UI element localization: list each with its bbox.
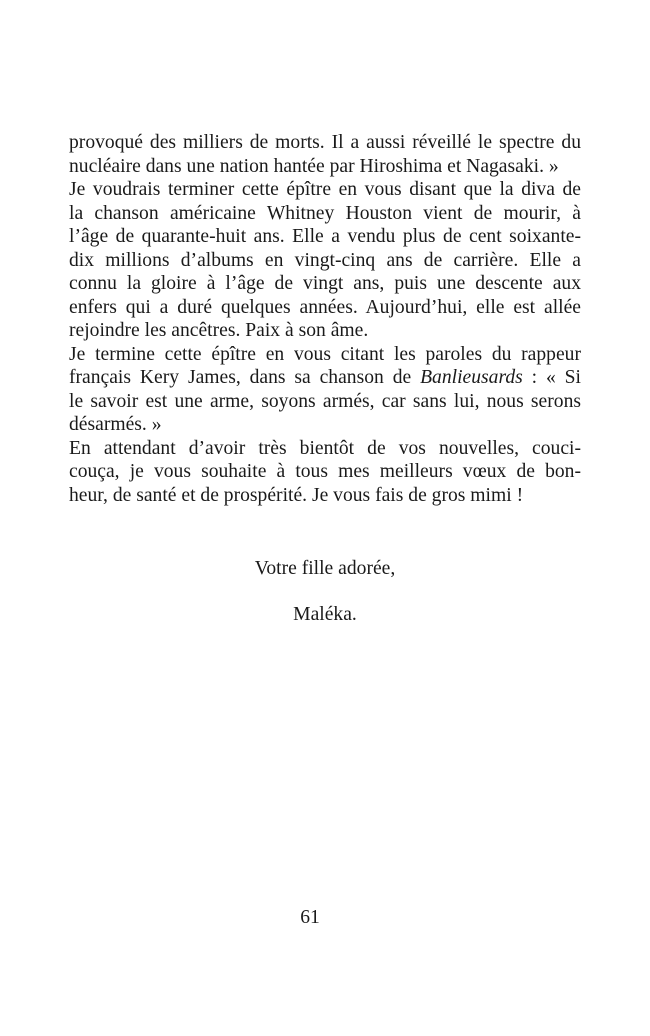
text-line: heur, de santé et de prospérité. Je vous fais de gros mimi ! (69, 484, 524, 506)
text-line: rejoindre les ancêtres. Paix à son âme. (69, 320, 369, 341)
text-line: En attendant d’avoir très bientôt de vos nouvelles, couci- (69, 437, 581, 459)
text-line: enfers qui a duré quelques années. Aujourd’hui, elle est allée (69, 296, 581, 318)
text-segment: : « Si (522, 367, 581, 388)
text-line (69, 366, 581, 390)
text-line: l’âge de quarante-huit ans. Elle a vendu plus de cent soixante- (69, 226, 581, 247)
letter-signature: Maléka. (293, 604, 357, 625)
song-title: Banlieusards (420, 367, 523, 388)
page-number: 61 (300, 907, 320, 928)
text-line: Je voudrais terminer cette épître en vous disant que la diva de (69, 179, 581, 200)
text-line: provoqué des milliers de morts. Il a aussi réveillé le spectre du (69, 132, 581, 153)
text-line: nucléaire dans une nation hantée par Hiroshima et Nagasaki. » (69, 155, 559, 177)
letter-closing: Votre fille adorée, (254, 558, 396, 579)
text-line: connu la gloire à l’âge de vingt ans, puis une descente aux (69, 273, 581, 294)
text-line: la chanson américaine Whitney Houston vient de mourir, à (69, 202, 581, 224)
text-line: Je termine cette épître en vous citant les paroles du rappeur (69, 343, 581, 365)
letter-body (69, 131, 581, 507)
text-segment: français Kery James, dans sa chanson de (69, 367, 421, 388)
text-line: le savoir est une arme, soyons armés, car sans lui, nous serons (69, 390, 581, 412)
text-line: désarmés. » (69, 414, 162, 435)
text-line: dix millions d’albums en vingt-cinq ans de carrière. Elle a (69, 249, 581, 271)
text-line: couça, je vous souhaite à tous mes meilleurs vœux de bon- (69, 461, 581, 482)
